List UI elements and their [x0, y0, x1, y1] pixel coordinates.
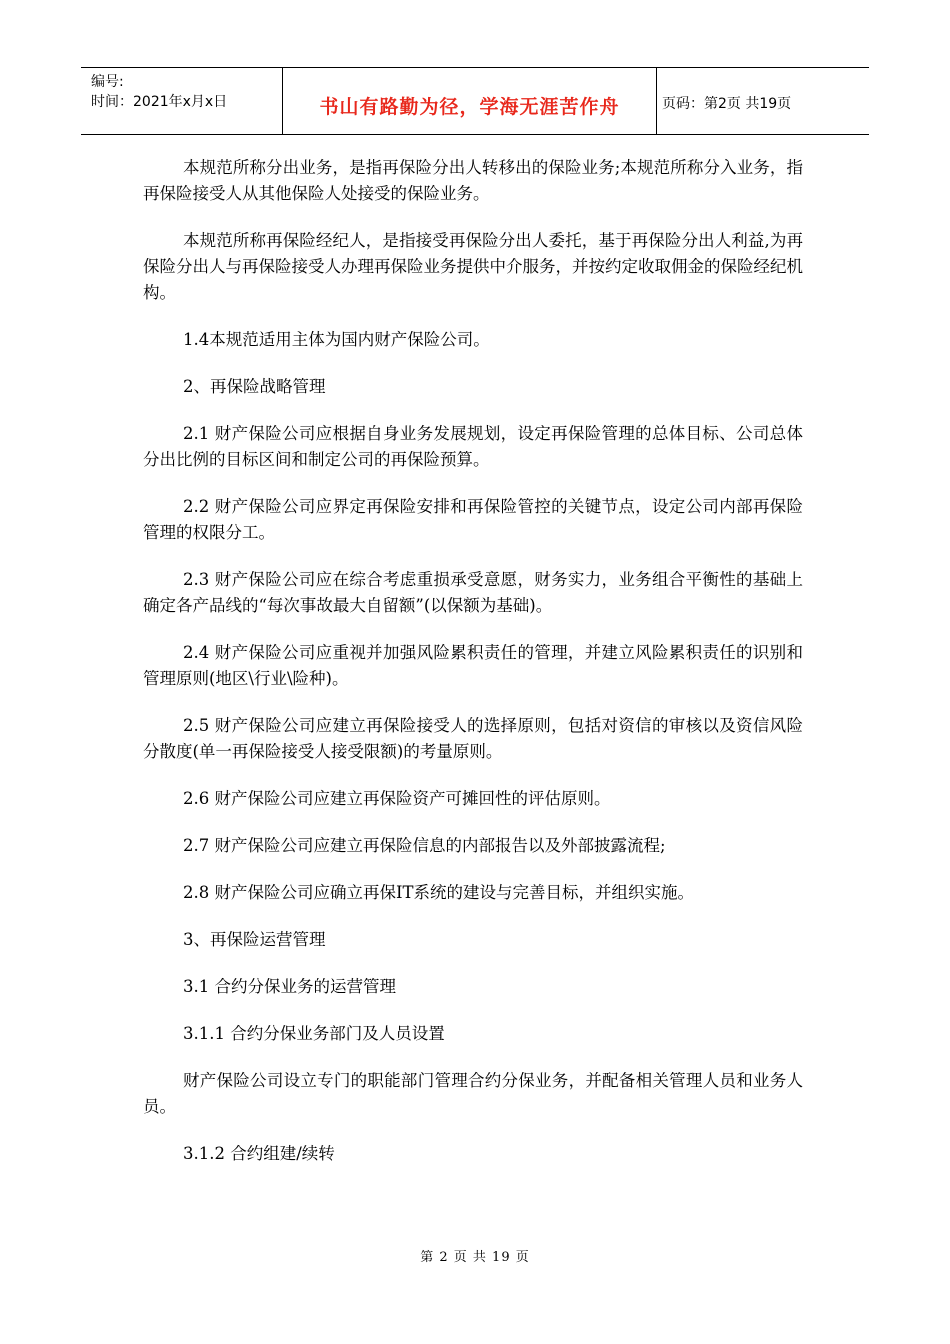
body-paragraph: 2.5 财产保险公司应建立再保险接受人的选择原则，包括对资信的审核以及资信风险分散度(单一再保险接受人接受限额)的考量原则。: [143, 716, 803, 761]
section-heading: 2、再保险战略管理: [183, 377, 326, 396]
subsection-heading: 3.1 合约分保业务的运营管理: [183, 977, 396, 996]
body-paragraph: 2.3 财产保险公司应在综合考虑重损承受意愿，财务实力，业务组合平衡性的基础上确定各产品线的“每次事故最大自留额”(以保额为基础)。: [143, 570, 803, 615]
body-paragraph: 1.4本规范适用主体为国内财产保险公司。: [183, 330, 490, 349]
header-meta-cell: [81, 68, 283, 134]
subsection-heading: 3.1.1 合约分保业务部门及人员设置: [183, 1024, 445, 1043]
page-footer: 第 2 页 共 19 页: [420, 1250, 530, 1265]
body-paragraph: 2.4 财产保险公司应重视并加强风险累积责任的管理，并建立风险累积责任的识别和管理原则(地区\行业\险种)。: [143, 643, 803, 688]
body-paragraph: 财产保险公司设立专门的职能部门管理合约分保业务，并配备相关管理人员和业务人员。: [143, 1071, 803, 1116]
body-paragraph: 2.6 财产保险公司应建立再保险资产可摊回性的评估原则。: [183, 789, 611, 808]
body-paragraph: 本规范所称再保险经纪人，是指接受再保险分出人委托，基于再保险分出人利益,为再保险分出人与再保险接受人办理再保险业务提供中介服务，并按约定收取佣金的保险经纪机构。: [143, 231, 803, 302]
document-date-label: 时间：2021年x月x日: [91, 94, 228, 110]
header-slogan-cell: [283, 68, 657, 134]
header-page-code: 页码：第2页 共19页: [662, 96, 792, 112]
body-paragraph: 2.7 财产保险公司应建立再保险信息的内部报告以及外部披露流程;: [183, 836, 666, 855]
header-slogan: 书山有路勤为径，学海无涯苦作舟: [319, 95, 620, 118]
document-body: [143, 155, 803, 1188]
body-paragraph: 本规范所称分出业务，是指再保险分出人转移出的保险业务;本规范所称分入业务，指再保险接受人从其他保险人处接受的保险业务。: [143, 158, 803, 203]
body-paragraph: 2.2 财产保险公司应界定再保险安排和再保险管控的关键节点，设定公司内部再保险管理的权限分工。: [143, 497, 803, 542]
document-number-label: 编号:: [91, 74, 124, 90]
body-paragraph: 2.8 财产保险公司应确立再保IT系统的建设与完善目标，并组织实施。: [183, 883, 695, 902]
header-page-cell: [657, 68, 869, 134]
body-paragraph: 2.1 财产保险公司应根据自身业务发展规划，设定再保险管理的总体目标、公司总体分出比例的目标区间和制定公司的再保险预算。: [143, 424, 803, 469]
subsection-heading: 3.1.2 合约组建/续转: [183, 1144, 335, 1163]
document-header: [81, 67, 869, 135]
section-heading: 3、再保险运营管理: [183, 930, 326, 949]
